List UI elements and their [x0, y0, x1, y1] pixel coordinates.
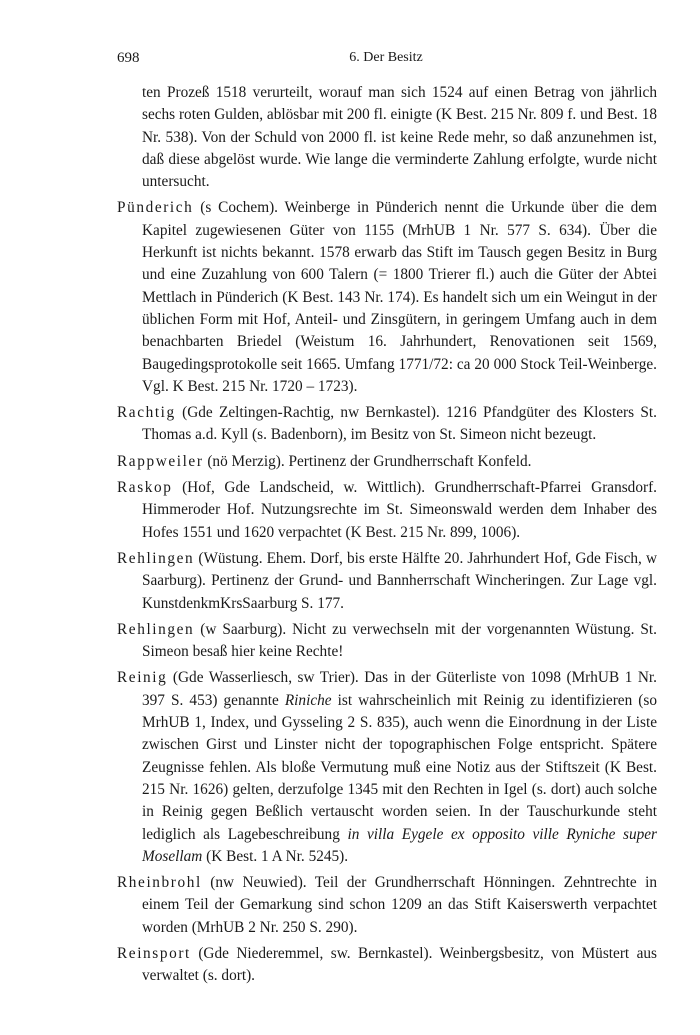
entry-italic: Riniche	[284, 691, 332, 709]
entry-text: ten Prozeß 1518 verurteilt, worauf man sich 1524 auf einen Betrag von jährlich sechs roten Gulden, ablösbar mit 200 fl. einigte (K Best. 215 Nr. 809 f. und Best. 18 Nr. 538). Von der Schuld von 2000 fl. ist keine Rede mehr, so daß anzunehmen ist, daß diese abgelöst wurde. Wie lange die verminderte Zahlung erfolgte, wurde nicht untersucht.	[142, 84, 657, 191]
entry-raskop	[117, 477, 657, 544]
entry-text: (Gde Wasserliesch, sw Trier). Das in der Güterliste von 1098 (MrhUB 1 Nr. 397 S. 453) genannte	[142, 669, 657, 709]
entry-rheinbrohl	[117, 872, 657, 939]
entry-rehlingen-wuestung	[117, 548, 657, 615]
entry-text: ist wahrscheinlich mit Reinig zu identifizieren (so MrhUB 1, Index, und Gysseling 2 S. 835), auch wenn die Einordnung in der Liste zwischen Girst und Linster nicht der topographischen Folge entspricht. Spätere Zeugnisse fehlen. Als bloße Vermutung muß eine Notiz aus der Stiftszeit (K Best. 215 Nr. 1626) gelten, derzufolge 1345 mit den Rechten in Igel (s. dort) auch solche in Reinig gegen Beßlich vertauscht worden seien. In der Tauschurkunde steht lediglich als Lagebeschreibung	[142, 691, 657, 843]
entry-text: (Gde Niederemmel, sw. Bernkastel). Weinbergsbesitz, von Müstert aus verwaltet (s. dort).	[142, 944, 657, 985]
entry-text: (nö Merzig). Pertinenz der Grundherrschaft Konfeld.	[203, 452, 532, 470]
running-head: 6. Der Besitz	[349, 50, 423, 65]
entry-head: Reinig	[117, 669, 168, 687]
entry-puenderich	[117, 197, 657, 398]
entry-head: Pünderich	[117, 199, 194, 217]
entry-text: (w Saarburg). Nicht zu verwechseln mit der vorgenannten Wüstung. St. Simeon besaß hier keine Rechte!	[142, 620, 657, 661]
entry-text: (nw Neuwied). Teil der Grundherrschaft Hönningen. Zehntrechte in einem Teil der Gemarkung sind schon 1209 an das Stift Kaiserswerth verpachtet worden (MrhUB 2 Nr. 250 S. 290).	[142, 874, 657, 936]
entry-rehlingen	[117, 619, 657, 664]
entry-italic: in villa Eygele ex opposito ville Ryniche super Mosellam	[142, 825, 657, 865]
entry-text: (K Best. 1 A Nr. 5245).	[202, 847, 349, 865]
entry-head: Rachtig	[117, 404, 176, 422]
entry-head: Reinsport	[117, 944, 191, 962]
entry-head: Rehlingen	[117, 620, 195, 638]
entry-reinig	[117, 667, 657, 868]
entry-head: Rheinbrohl	[117, 874, 202, 892]
entry-rachtig	[117, 402, 657, 447]
entry-head: Rehlingen	[117, 549, 195, 567]
entry-continuation	[117, 82, 657, 193]
page-number: 698	[117, 50, 140, 66]
entry-head: Raskop	[117, 479, 173, 497]
entry-text: (s Cochem). Weinberge in Pünderich nennt die Urkunde über die dem Kapitel zugewiesenen Güter von 1155 (MrhUB 1 Nr. 577 S. 634). Über die Herkunft ist nichts bekannt. 1578 erwarb das Stift im Tausch gegen Besitz in Burg und eine Zuzahlung von 600 Talern (= 1800 Trierer fl.) auch die Güter der Abtei Mettlach in Pünderich (K Best. 143 Nr. 174). Es handelt sich um ein Weingut in der üblichen Form mit Hof, Anteil- und Zinsgütern, in geringem Umfang auch in dem benachbarten Briedel (Weistum 16. Jahrhundert, Renovationen seit 1569, Baugedingsprotokolle seit 1665. Umfang 1771/72: ca 20 000 Stock Teil-Weinberge. Vgl. K Best. 215 Nr. 1720 – 1723).	[142, 199, 657, 395]
entry-text: (Gde Zeltingen-Rachtig, nw Bernkastel). 1216 Pfandgüter des Klosters St. Thomas a.d. Kyll (s. Badenborn), im Besitz von St. Simeon nicht bezeugt.	[142, 404, 657, 444]
entry-text: (Hof, Gde Landscheid, w. Wittlich). Grundherrschaft-Pfarrei Gransdorf. Himmeroder Hof. Nutzungsrechte im St. Simeonswald werden dem Inhaber des Hofes 1551 und 1620 verpachtet (K Best. 215 Nr. 899, 1006).	[142, 479, 657, 541]
entry-reinsport	[117, 943, 657, 988]
entry-head: Rappweiler	[117, 452, 204, 470]
page-header	[117, 50, 655, 70]
entry-rappweiler	[117, 451, 657, 473]
body-text	[117, 82, 657, 992]
entry-text: (Wüstung. Ehem. Dorf, bis erste Hälfte 20. Jahrhundert Hof, Gde Fisch, w Saarburg). Pertinenz der Grund- und Bannherrschaft Wincheringen. Zur Lage vgl. KunstdenkmKrsSaarburg S. 177.	[142, 549, 657, 612]
